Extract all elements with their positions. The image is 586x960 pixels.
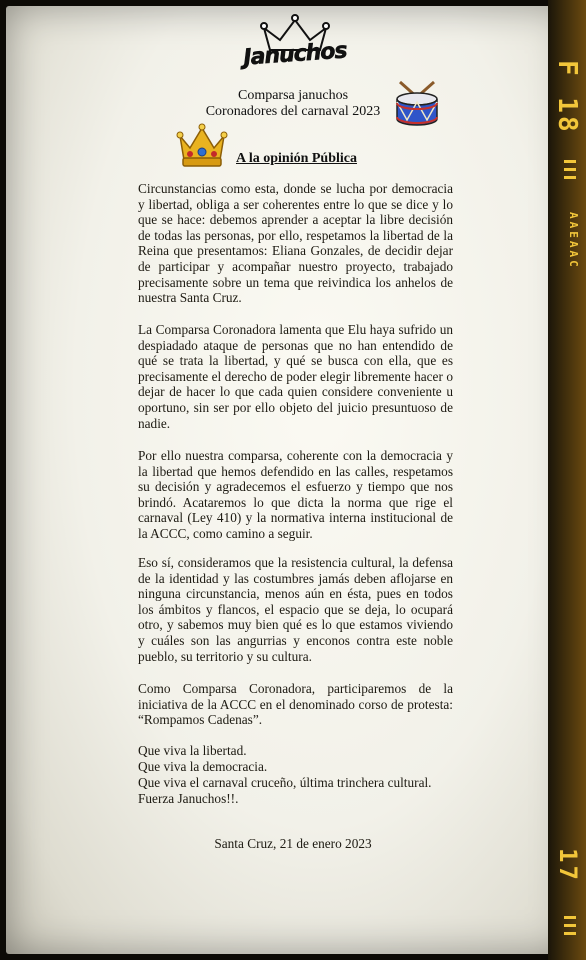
closing-line-2: Que viva la democracia. [138, 759, 268, 774]
film-mark [564, 924, 576, 927]
film-mark [564, 932, 576, 935]
gold-crown-icon [176, 122, 228, 170]
closing-line-1: Que viva la libertad. [138, 743, 247, 758]
logo-text: Januchos [242, 38, 348, 71]
paragraph-2: La Comparsa Coronadora lamenta que Elu haya sufrido un despiadado ataque de personas que no han entendido de qué se trata la libertad, y qué se busca con ella, que es precisamente el derecho de poder elegir libremente hacer o dejar de hacer lo que cada quien considere conveniente u oportuno, sin ser por ello objeto del juicio presuntuoso de nadie. [138, 322, 453, 431]
drum-icon [394, 80, 440, 128]
paragraph-5: Como Comparsa Coronadora, participaremos de la iniciativa de la ACCC en el denominado corso de protesta: “Rompamos Cadenas”. [138, 681, 453, 728]
film-strip-edge [548, 0, 586, 960]
film-frame-code: F 18 [552, 60, 582, 135]
closing-line-4: Fuerza Januchos!!. [138, 791, 239, 806]
film-mark [564, 176, 576, 179]
januchos-crown-logo-icon [240, 14, 350, 84]
paragraph-3: Por ello nuestra comparsa, coherente con la democracia y la libertad que hemos defendido en las calles, respetamos su decisión y agradecemos el esfuerzo y tiempo que nos brindó. Acataremos lo que dicta la norma que rige el carnaval (Ley 410) y la normativa interna institucional de la ACCC, como camino a seguir. [138, 448, 453, 541]
paragraph-1: Circunstancias como esta, donde se lucha por democracia y libertad, obliga a ser coherentes entre lo que se dice y lo que se hace: debemos aprender a aceptar la libre decisión de todas las personas, por ello, respetamos la libertad de la Reina que presentamos: Eliana Gonzales, de decidir dejar de participar y acompañar nuestro proyecto, trabajado precisamente sobre un tema que reivindica los anhelos de nuestra Santa Cruz. [138, 181, 453, 306]
closing-line-3: Que viva el carnaval cruceño, última trinchera cultural. [138, 775, 432, 790]
film-mark [564, 160, 576, 163]
paragraph-4: Eso sí, consideramos que la resistencia cultural, la defensa de la identidad y las costumbres jamás deben aflojarse en ninguna circunstancia, menos aún en ésta, pues en todos los ámbitos y flancos, el espacio que se deja, lo ocupará otro, y sabemos muy bien qué es lo que estamos viviendo y cuáles son las angurrias y enconos contra este noble pueblo, su territorio y su cultura. [138, 555, 453, 664]
org-name: Comparsa januchos [237, 88, 349, 103]
signature-date: Santa Cruz, 21 de enero 2023 [214, 836, 372, 851]
film-mark [564, 168, 576, 171]
header-subtitle: Coronadores del carnaval 2023 [205, 104, 381, 119]
film-mark [564, 916, 576, 919]
film-edge-code: AAEAAC [567, 212, 580, 270]
film-bottom-code: 17 [554, 848, 582, 883]
document-heading: A la opinión Pública [236, 151, 357, 166]
